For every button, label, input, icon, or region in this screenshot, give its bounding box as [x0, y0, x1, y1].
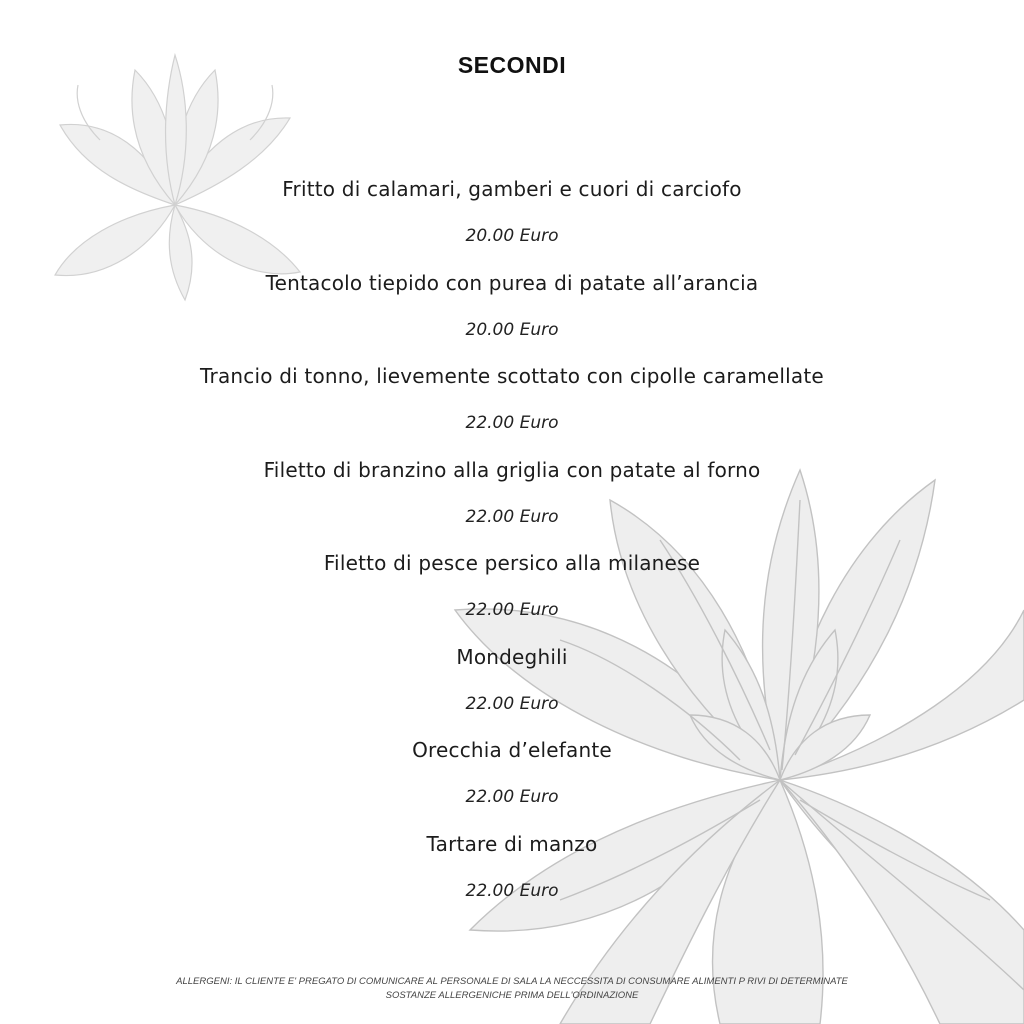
menu-item-name: Orecchia d’elefante	[412, 738, 612, 762]
menu-item-name: Trancio di tonno, lievemente scottato con cipolle caramellate	[200, 364, 824, 388]
allergen-notice-line1: ALLERGENI: IL CLIENTE E' PREGATO DI COMUNICARE AL PERSONALE DI SALA LA NECCESSITA DI CONSUMARE ALIMENTI P RIVI DI DETERMINATE	[176, 976, 848, 987]
menu-item-price: 20.00 Euro	[465, 319, 559, 340]
page-title: SECONDI	[457, 52, 567, 78]
menu-item-price: 22.00 Euro	[465, 880, 559, 901]
menu-item-name: Filetto di pesce persico alla milanese	[323, 551, 701, 575]
menu-item-name: Fritto di calamari, gamberi e cuori di carciofo	[282, 177, 742, 201]
menu-item-price: 22.00 Euro	[465, 600, 559, 620]
menu-item	[0, 170, 1024, 264]
menu-item-price: 22.00 Euro	[465, 787, 559, 807]
allergen-notice	[0, 975, 1024, 1003]
menu-item-price: 22.00 Euro	[465, 413, 559, 433]
menu-item-price: 20.00 Euro	[465, 226, 559, 246]
menu-item	[0, 638, 1024, 732]
menu-item-name: Tartare di manzo	[426, 831, 598, 856]
menu-item-price: 22.00 Euro	[465, 506, 559, 527]
menu-item	[0, 357, 1024, 451]
menu-item-name: Tentacolo tiepido con purea di patate all’arancia	[265, 270, 759, 295]
menu-item	[0, 264, 1024, 358]
menu-item-name: Filetto di branzino alla griglia con patate al forno	[263, 457, 761, 482]
allergen-notice-line2: SOSTANZE ALLERGENICHE PRIMA DELL'ORDINAZIONE	[385, 990, 639, 1001]
menu-item	[0, 731, 1024, 825]
menu-item	[0, 451, 1024, 545]
menu-item-price: 22.00 Euro	[465, 693, 559, 714]
menu-item	[0, 544, 1024, 638]
menu-item-name: Mondeghili	[456, 644, 568, 669]
menu-item	[0, 825, 1024, 919]
menu-list	[0, 170, 1024, 918]
